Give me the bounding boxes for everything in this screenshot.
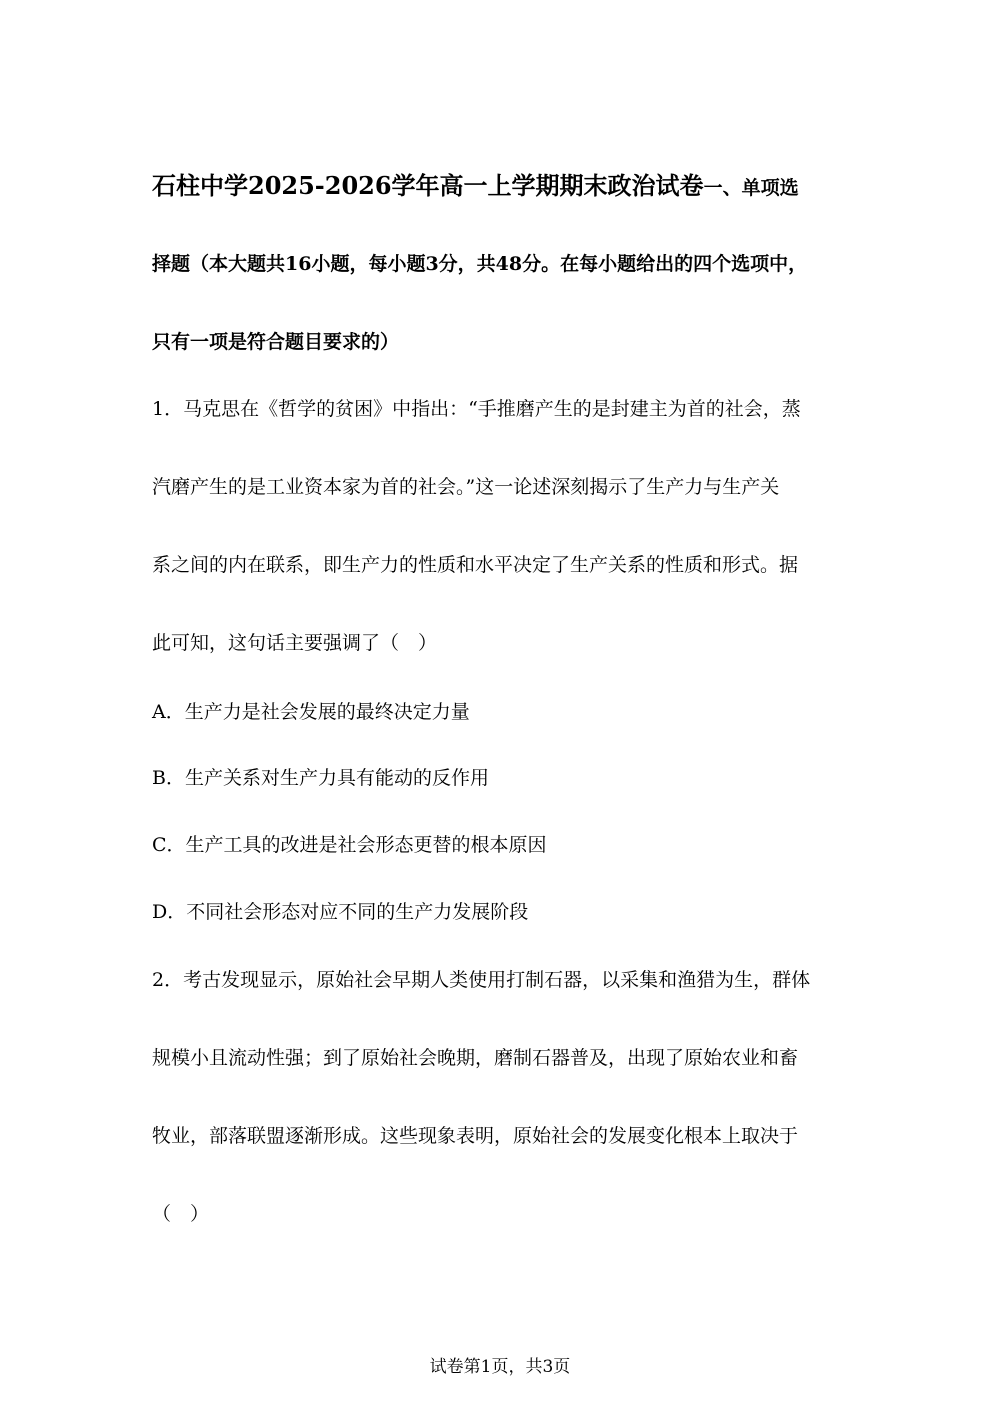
question-1-option-d: D．不同社会形态对应不同的生产力发展阶段 <box>152 901 529 923</box>
question-1-option-b: B．生产关系对生产力具有能动的反作用 <box>152 767 489 789</box>
title-main: 石柱中学2025-2026学年高一上学期期末政治试卷 <box>152 171 704 200</box>
question-2-line-2: 规模小且流动性强；到了原始社会晚期，磨制石器普及，出现了原始农业和畜 <box>152 1047 799 1069</box>
question-1-line-3: 系之间的内在联系，即生产力的性质和水平决定了生产关系的性质和形式。据 <box>152 554 799 576</box>
question-1-option-a: A．生产力是社会发展的最终决定力量 <box>152 701 470 723</box>
title-tail: 一、单项选 <box>703 177 799 199</box>
question-1-option-c: C．生产工具的改进是社会形态更替的根本原因 <box>152 834 547 856</box>
question-2-line-1: 2．考古发现显示，原始社会早期人类使用打制石器，以采集和渔猎为生，群体 <box>152 969 811 991</box>
page-footer: 试卷第1页，共3页 <box>429 1357 571 1377</box>
question-1-line-4: 此可知，这句话主要强调了（ ） <box>152 632 438 654</box>
section-heading-line-1: 择题（本大题共16小题，每小题3分，共48分。在每小题给出的四个选项中， <box>152 253 808 275</box>
document-title <box>152 172 799 202</box>
section-heading-line-2: 只有一项是符合题目要求的） <box>152 331 400 353</box>
question-2-line-3: 牧业，部落联盟逐渐形成。这些现象表明，原始社会的发展变化根本上取决于 <box>152 1125 799 1147</box>
question-2-line-4: （ ） <box>152 1203 210 1225</box>
question-1-line-1: 1．马克思在《哲学的贫困》中指出：“手推磨产生的是封建主为首的社会，蒸 <box>152 398 801 420</box>
question-1-line-2: 汽磨产生的是工业资本家为首的社会。”这一论述深刻揭示了生产力与生产关 <box>152 476 780 498</box>
